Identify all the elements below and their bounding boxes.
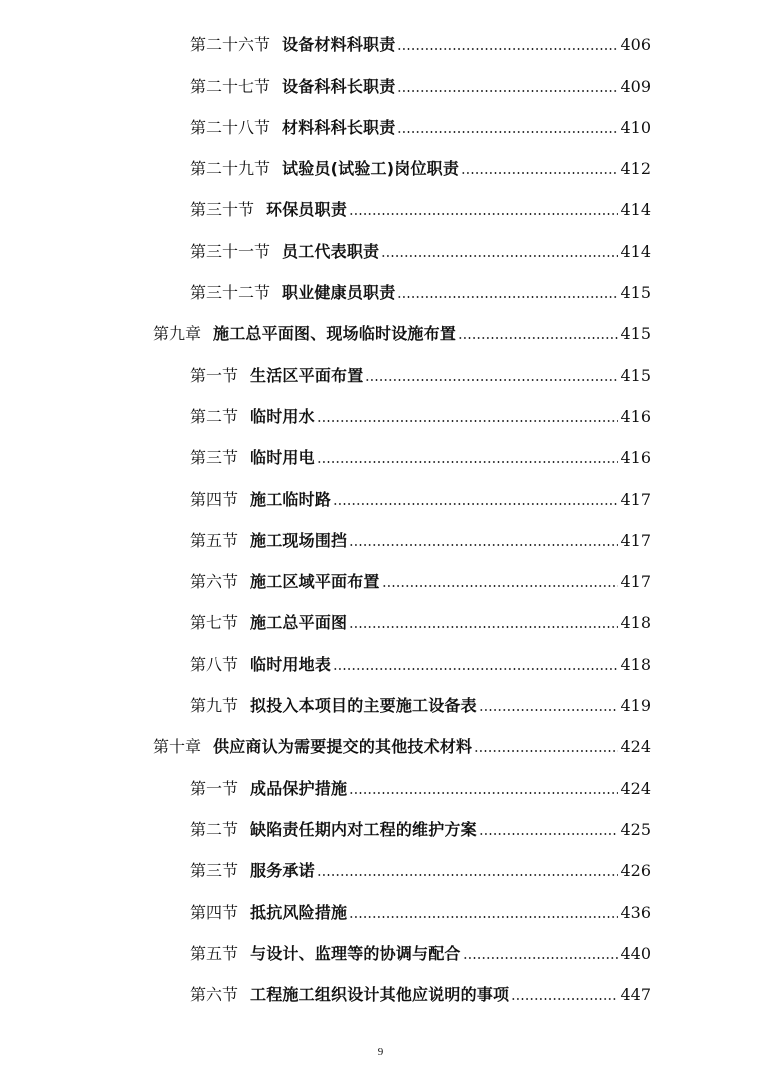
toc-entry-label: 第二十七节: [190, 76, 271, 96]
toc-chapter-entry[interactable]: [0, 309, 651, 350]
toc-entry-title: 抵抗风险措施: [250, 902, 348, 922]
toc-section-entry[interactable]: [0, 887, 651, 928]
toc-section-entry[interactable]: [0, 970, 651, 1011]
toc-entry-page: 415: [620, 365, 651, 385]
toc-entry-title: 临时用水: [250, 406, 315, 426]
toc-section-entry[interactable]: [0, 268, 651, 309]
toc-entry-label: 第六节: [190, 572, 239, 592]
toc-dot-leader: [317, 419, 619, 423]
toc-section-entry[interactable]: [0, 681, 651, 722]
toc-dot-leader: [317, 873, 619, 877]
toc-entry-label: 第九节: [190, 696, 239, 716]
toc-entry-page: 418: [620, 654, 651, 674]
toc-entry-page: 440: [620, 943, 651, 963]
toc-dot-leader: [458, 336, 618, 340]
toc-chapter-entry[interactable]: [0, 722, 651, 763]
toc-entry-title: 与设计、监理等的协调与配合: [250, 943, 461, 963]
toc-entry-title: 临时用电: [250, 448, 315, 468]
toc-section-entry[interactable]: [0, 20, 651, 61]
toc-entry-page: 425: [620, 819, 651, 839]
toc-entry-title: 拟投入本项目的主要施工设备表: [250, 696, 477, 716]
toc-entry-label: 第五节: [190, 530, 239, 550]
toc-entry-page: 410: [620, 117, 651, 137]
toc-dot-leader: [511, 997, 618, 1001]
toc-dot-leader: [349, 915, 618, 919]
toc-entry-title: 施工总平面图、现场临时设施布置: [213, 324, 457, 344]
toc-entry-page: 415: [620, 283, 651, 303]
toc-dot-leader: [333, 667, 618, 671]
toc-entry-label: 第九章: [153, 324, 202, 344]
toc-entry-title: 成品保护措施: [250, 778, 348, 798]
toc-section-entry[interactable]: [0, 557, 651, 598]
toc-entry-page: 417: [620, 489, 651, 509]
toc-entry-label: 第三十一节: [190, 241, 271, 261]
toc-entry-label: 第二节: [190, 406, 239, 426]
toc-dot-leader: [349, 625, 618, 629]
toc-entry-page: 416: [620, 448, 651, 468]
toc-section-entry[interactable]: [0, 61, 651, 102]
toc-entry-page: 424: [620, 778, 651, 798]
toc-entry-title: 施工区域平面布置: [250, 572, 380, 592]
toc-entry-page: 415: [620, 324, 651, 344]
page-number: 9: [377, 1046, 384, 1058]
toc-entry-page: 436: [620, 902, 651, 922]
table-of-contents: [0, 20, 761, 1011]
toc-entry-label: 第三节: [190, 861, 239, 881]
toc-entry-title: 服务承诺: [250, 861, 315, 881]
toc-section-entry[interactable]: [0, 144, 651, 185]
toc-entry-label: 第七节: [190, 613, 239, 633]
toc-section-entry[interactable]: [0, 433, 651, 474]
toc-dot-leader: [349, 791, 618, 795]
toc-entry-label: 第八节: [190, 654, 239, 674]
toc-dot-leader: [365, 378, 618, 382]
toc-section-entry[interactable]: [0, 185, 651, 226]
toc-section-entry[interactable]: [0, 350, 651, 391]
toc-entry-label: 第二十六节: [190, 35, 271, 55]
toc-entry-label: 第五节: [190, 943, 239, 963]
toc-entry-title: 供应商认为需要提交的其他技术材料: [213, 737, 473, 757]
toc-entry-title: 施工现场围挡: [250, 530, 348, 550]
toc-entry-page: 418: [620, 613, 651, 633]
toc-dot-leader: [317, 460, 619, 464]
toc-section-entry[interactable]: [0, 598, 651, 639]
toc-section-entry[interactable]: [0, 516, 651, 557]
toc-entry-page: 414: [620, 241, 651, 261]
toc-entry-page: 409: [620, 76, 651, 96]
toc-dot-leader: [397, 47, 618, 51]
toc-section-entry[interactable]: [0, 805, 651, 846]
toc-entry-label: 第三十二节: [190, 283, 271, 303]
toc-entry-page: 416: [620, 406, 651, 426]
toc-dot-leader: [479, 832, 619, 836]
toc-entry-title: 试验员(试验工)岗位职责: [282, 159, 460, 179]
toc-dot-leader: [479, 708, 619, 712]
toc-entry-title: 设备材料科职责: [282, 35, 396, 55]
toc-dot-leader: [382, 584, 619, 588]
toc-section-entry[interactable]: [0, 929, 651, 970]
toc-entry-page: 424: [620, 737, 651, 757]
toc-entry-label: 第一节: [190, 365, 239, 385]
toc-entry-label: 第二十八节: [190, 117, 271, 137]
toc-entry-label: 第二节: [190, 819, 239, 839]
toc-section-entry[interactable]: [0, 392, 651, 433]
toc-entry-page: 417: [620, 530, 651, 550]
toc-entry-title: 施工临时路: [250, 489, 332, 509]
toc-entry-title: 员工代表职责: [282, 241, 380, 261]
toc-entry-page: 417: [620, 572, 651, 592]
toc-dot-leader: [349, 212, 618, 216]
toc-section-entry[interactable]: [0, 846, 651, 887]
toc-section-entry[interactable]: [0, 474, 651, 515]
toc-entry-page: 414: [620, 200, 651, 220]
toc-entry-label: 第一节: [190, 778, 239, 798]
toc-section-entry[interactable]: [0, 639, 651, 680]
toc-entry-label: 第十章: [153, 737, 202, 757]
toc-entry-page: 447: [620, 985, 651, 1005]
toc-entry-page: 406: [620, 35, 651, 55]
toc-entry-title: 临时用地表: [250, 654, 332, 674]
toc-dot-leader: [474, 749, 618, 753]
toc-dot-leader: [333, 502, 618, 506]
toc-dot-leader: [397, 130, 618, 134]
toc-entry-title: 施工总平面图: [250, 613, 348, 633]
toc-entry-title: 工程施工组织设计其他应说明的事项: [250, 985, 510, 1005]
toc-dot-leader: [397, 295, 618, 299]
toc-entry-page: 426: [620, 861, 651, 881]
toc-entry-label: 第六节: [190, 985, 239, 1005]
toc-dot-leader: [461, 171, 618, 175]
toc-entry-label: 第四节: [190, 902, 239, 922]
toc-dot-leader: [349, 543, 618, 547]
toc-entry-title: 材料科科长职责: [282, 117, 396, 137]
toc-section-entry[interactable]: [0, 103, 651, 144]
toc-entry-label: 第二十九节: [190, 159, 271, 179]
toc-dot-leader: [463, 956, 619, 960]
toc-entry-label: 第四节: [190, 489, 239, 509]
toc-entry-title: 缺陷责任期内对工程的维护方案: [250, 819, 477, 839]
toc-entry-page: 419: [620, 696, 651, 716]
toc-section-entry[interactable]: [0, 763, 651, 804]
toc-entry-title: 职业健康员职责: [282, 283, 396, 303]
toc-dot-leader: [381, 254, 618, 258]
toc-dot-leader: [397, 89, 618, 93]
toc-entry-title: 环保员职责: [266, 200, 348, 220]
toc-entry-label: 第三节: [190, 448, 239, 468]
toc-entry-title: 生活区平面布置: [250, 365, 364, 385]
toc-entry-label: 第三十节: [190, 200, 255, 220]
toc-entry-page: 412: [620, 159, 651, 179]
toc-entry-title: 设备科科长职责: [282, 76, 396, 96]
toc-section-entry[interactable]: [0, 226, 651, 267]
